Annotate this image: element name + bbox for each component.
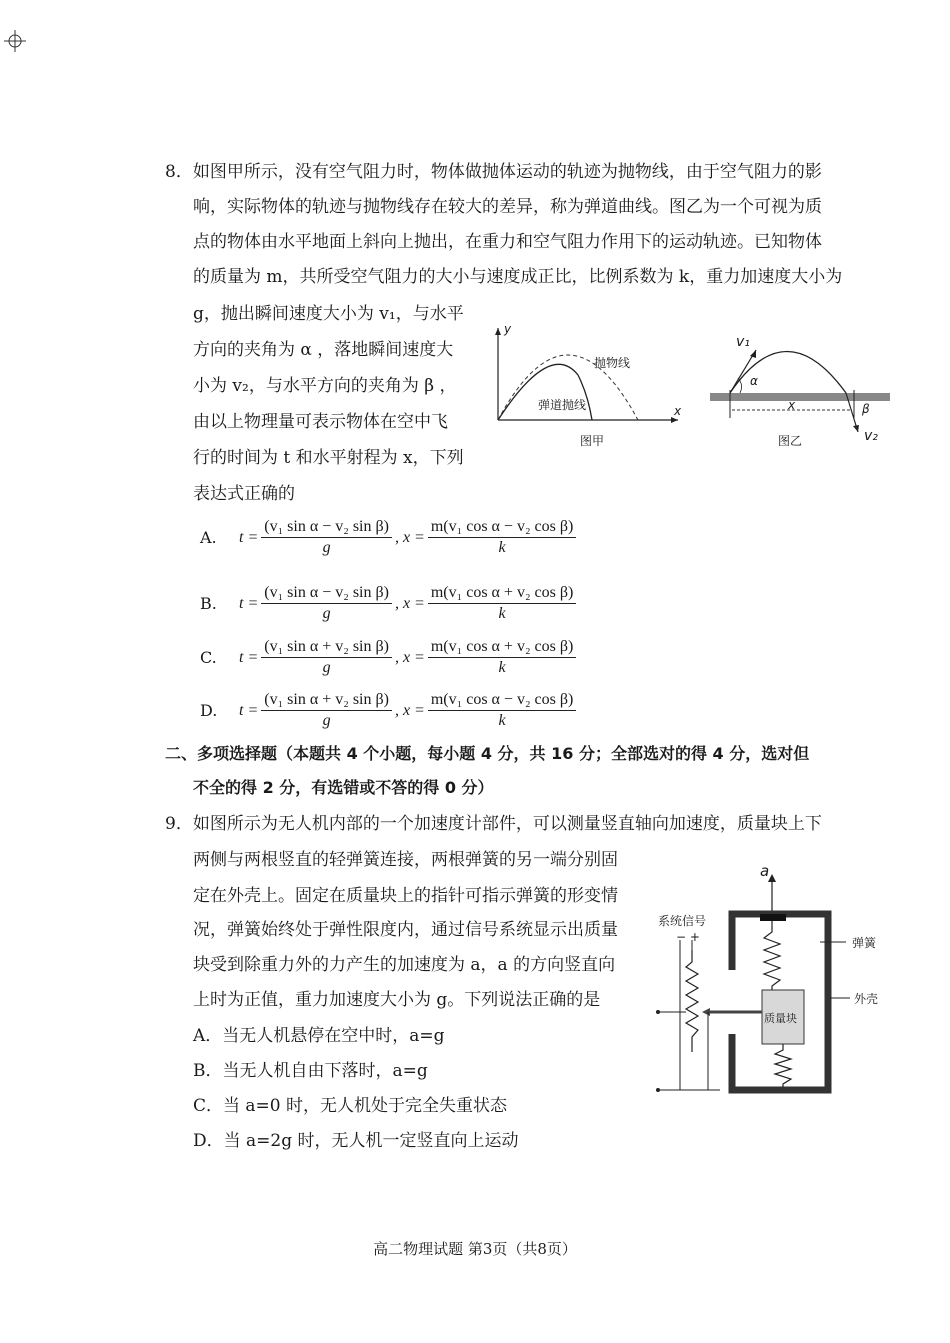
q8-line-5: g，抛出瞬间速度大小为 v₁，与水平	[193, 304, 464, 324]
q9-option-a[interactable]: A．当无人机悬停在空中时，a=g	[193, 1026, 445, 1046]
q8-line-6: 方向的夹角为 α ，落地瞬间速度大	[193, 340, 454, 360]
q8-line-4: 的质量为 m，共所受空气阻力的大小与速度成正比，比例系数为 k，重力加速度大小为	[193, 267, 843, 287]
shell-label: 外壳	[854, 992, 879, 1006]
y-axis-label: y	[504, 322, 512, 336]
q8-line-9: 行的时间为 t 和水平射程为 x，下列	[193, 448, 464, 468]
x-expression: $\frac{\text{m(v₁ cos α − v₂ cos β)}}{k}$	[428, 517, 576, 558]
q9-line-1: 9．如图所示为无人机内部的一个加速度计部件，可以测量竖直轴向加速度，质量块上下	[165, 814, 822, 834]
q9-line-4: 况，弹簧始终处于弹性限度内，通过信号系统显示出质量	[193, 920, 618, 940]
spring-label: 弹簧	[852, 936, 877, 950]
t-expression: $\frac{\text{(v₁ sin α + v₂ sin β)}}{g}$	[261, 637, 392, 678]
t-expression: $\frac{\text{(v₁ sin α − v₂ sin β)}}{g}$	[261, 517, 392, 558]
accelerometer-figure	[650, 862, 890, 1102]
polarity-label: − +	[676, 930, 700, 944]
q8-line-7: 小为 v₂，与水平方向的夹角为 β ，	[193, 376, 457, 396]
q9-line-3: 定在外壳上。固定在质量块上的指针可指示弹簧的形变情	[193, 886, 618, 906]
figure-yi-caption: 图乙	[778, 434, 803, 448]
x-distance-label: x	[788, 398, 796, 412]
q8-option-d[interactable]: D. t = $\frac{\text{(v₁ sin α + v₂ sin β)}}{g}$ , x = $\frac{\text{m(v₁ cos α − v₂ cos β)}}{k}$	[200, 690, 576, 731]
q8-line-1: 8．如图甲所示，没有空气阻力时，物体做抛体运动的轨迹为抛物线，由于空气阻力的影	[165, 162, 822, 182]
v2-label: v₂	[864, 428, 878, 444]
signal-label: 系统信号	[658, 914, 707, 928]
figure-yi	[706, 330, 896, 450]
alpha-label: α	[750, 374, 758, 388]
q9-line-2: 两侧与两根竖直的轻弹簧连接，两根弹簧的另一端分别固	[193, 850, 618, 870]
x-expression: $\frac{\text{m(v₁ cos α + v₂ cos β)}}{k}$	[428, 583, 576, 624]
q8-option-b[interactable]: B. t = $\frac{\text{(v₁ sin α − v₂ sin β)}}{g}$ , x = $\frac{\text{m(v₁ cos α + v₂ cos β)}}{k}$	[200, 583, 576, 624]
ballistic-curve-label: 弹道抛线	[538, 398, 587, 412]
section-2-line-2: 不全的得 2 分，有选错或不答的得 0 分）	[193, 778, 494, 797]
x-expression: $\frac{\text{m(v₁ cos α + v₂ cos β)}}{k}$	[428, 637, 576, 678]
page-footer: 高二物理试题 第3页（共8页）	[373, 1240, 577, 1258]
figure-jia-caption: 图甲	[580, 434, 605, 448]
mass-block-label: 质量块	[764, 1012, 797, 1025]
acceleration-label: a	[760, 862, 770, 880]
q8-line-3: 点的物体由水平地面上斜向上抛出，在重力和空气阻力作用下的运动轨迹。已知物体	[193, 232, 822, 252]
x-expression: $\frac{\text{m(v₁ cos α − v₂ cos β)}}{k}$	[428, 690, 576, 731]
parabola-label: 抛物线	[594, 356, 631, 370]
q9-line-5: 块受到除重力外的力产生的加速度为 a，a 的方向竖直向	[193, 955, 616, 975]
q9-option-c[interactable]: C．当 a=0 时，无人机处于完全失重状态	[193, 1096, 508, 1116]
crosshair-icon	[4, 30, 26, 52]
x-axis-label: x	[674, 404, 682, 418]
q8-option-c[interactable]: C. t = $\frac{\text{(v₁ sin α + v₂ sin β)}}{g}$ , x = $\frac{\text{m(v₁ cos α + v₂ cos β)}}{k}$	[200, 637, 576, 678]
section-2-line-1: 二、多项选择题（本题共 4 个小题，每小题 4 分，共 16 分；全部选对的得 4 分，选对但	[165, 744, 810, 763]
q8-line-2: 响，实际物体的轨迹与抛物线存在较大的差异，称为弹道曲线。图乙为一个可视为质	[193, 197, 822, 217]
q9-line-6: 上时为正值，重力加速度大小为 g。下列说法正确的是	[193, 990, 601, 1010]
t-expression: $\frac{\text{(v₁ sin α − v₂ sin β)}}{g}$	[261, 583, 392, 624]
t-expression: $\frac{\text{(v₁ sin α + v₂ sin β)}}{g}$	[261, 690, 392, 731]
figure-jia	[488, 320, 688, 450]
q9-option-d[interactable]: D．当 a=2g 时，无人机一定竖直向上运动	[193, 1131, 519, 1151]
q8-line-10: 表达式正确的	[193, 484, 295, 504]
accelerometer-diagram	[650, 862, 890, 1102]
q8-option-a[interactable]: A. t = $\frac{\text{(v₁ sin α − v₂ sin β)}}{g}$ , x = $\frac{\text{m(v₁ cos α − v₂ cos β)}}{k}$	[200, 517, 576, 558]
trajectory-diagram-jia	[488, 320, 688, 450]
beta-label: β	[862, 402, 870, 416]
q9-option-b[interactable]: B．当无人机自由下落时，a=g	[193, 1061, 428, 1081]
q8-line-8: 由以上物理量可表示物体在空中飞	[193, 412, 448, 432]
v1-label: v₁	[736, 334, 750, 350]
